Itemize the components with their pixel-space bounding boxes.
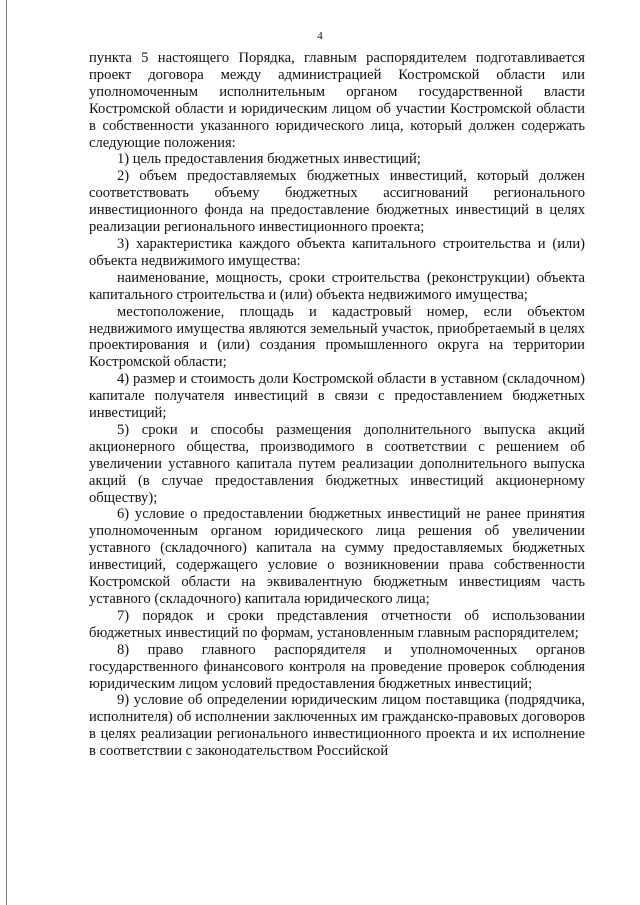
- paragraph-item-9: 9) условие об определении юридическим лицом поставщика (подрядчика, исполнителя) об исполнении заключенных им гражданско-правовых договоров в целях реализации регионального инвестиционного проекта и их исполнение в соответствии с законодательством Российской: [89, 692, 585, 760]
- paragraph-item-2: 2) объем предоставляемых бюджетных инвестиций, который должен соответствовать объему бюджетных ассигнований регионального инвестиционного фонда на предоставление бюджетных инвестиций в целях реализации регионального инвестиционного проекта;: [89, 168, 585, 236]
- document-body: [89, 50, 585, 760]
- scan-edge-line: [6, 0, 7, 905]
- page-number: 4: [317, 30, 323, 42]
- paragraph-item-8: 8) право главного распорядителя и уполномоченных органов государственного финансового контроля на проведение проверок соблюдения юридическим лицом условий предоставления бюджетных инвестиций;: [89, 641, 585, 692]
- paragraph-intro: пункта 5 настоящего Порядка, главным распорядителем подготавливается проект договора между администрацией Костромской области или уполномоченным исполнительным органом государственной власти Костромской области и юридическим лицом об участии Костромской области в собственности указанного юридического лица, который должен содержать следующие положения:: [89, 50, 585, 151]
- paragraph-item-1: 1) цель предоставления бюджетных инвестиций;: [117, 151, 421, 168]
- paragraph-item-3-location: местоположение, площадь и кадастровый номер, если объектом недвижимого имущества являются земельный участок, приобретаемый в целях проектирования и (или) создания промышленного округа на территории Костромской области;: [89, 303, 585, 371]
- paragraph-item-6: 6) условие о предоставлении бюджетных инвестиций не ранее принятия уполномоченным органом юридического лица решения об увеличении уставного (складочного) капитала на сумму предоставляемых бюджетных инвестиций, содержащего условие о возникновении права собственности Костромской области на эквивалентную бюджетным инвестициям часть уставного (складочного) капитала юридического лица;: [89, 506, 585, 607]
- paragraph-item-3: 3) характеристика каждого объекта капитального строительства и (или) объекта недвижимого имущества:: [89, 235, 585, 269]
- paragraph-item-4: 4) размер и стоимость доли Костромской области в уставном (складочном) капитале получателя инвестиций в связи с предоставлением бюджетных инвестиций;: [89, 371, 585, 422]
- paragraph-item-3-name: наименование, мощность, сроки строительства (реконструкции) объекта капитального строительства и (или) объекта недвижимого имущества;: [89, 269, 585, 303]
- paragraph-item-7: 7) порядок и сроки представления отчетности об использовании бюджетных инвестиций по формам, установленным главным распорядителем;: [89, 607, 585, 641]
- paragraph-item-5: 5) сроки и способы размещения дополнительного выпуска акций акционерного общества, производимого в соответствии с решением об увеличении уставного капитала путем реализации дополнительного выпуска акций (в случае предоставления бюджетных инвестиций акционерному обществу);: [89, 421, 585, 506]
